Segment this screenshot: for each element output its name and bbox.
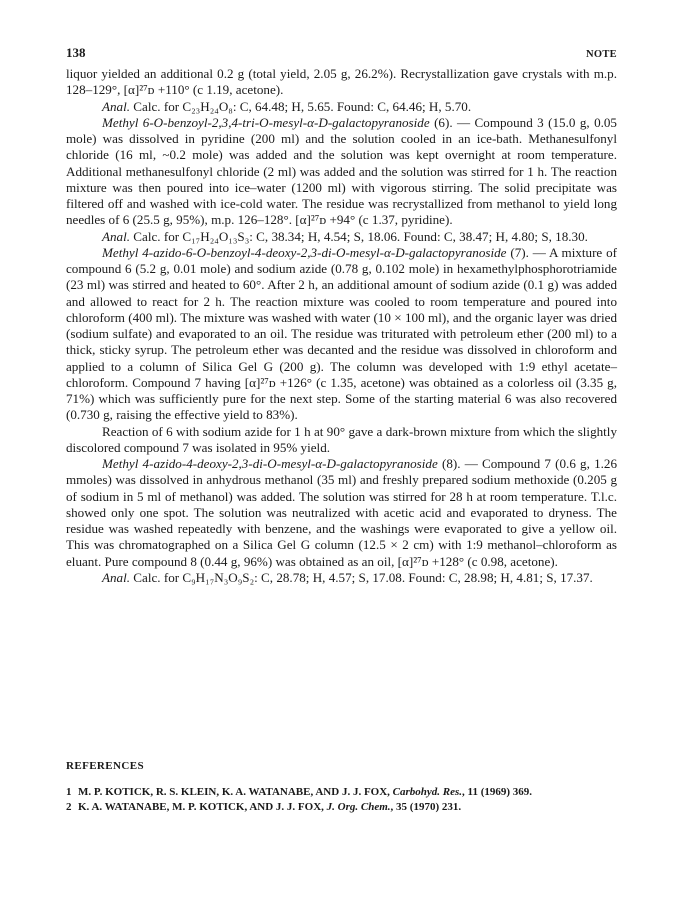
italic-text: Anal. [102, 228, 131, 244]
paragraph-compound-6 [66, 115, 617, 229]
article-body [66, 66, 617, 586]
references-list [66, 785, 617, 815]
text-run: Calc. for C₉H₁₇N₃O₉S₂: C, 28.78; H, 4.57; S, 17.08. Found: C, 28.98; H, 4.81; S, 17.37. [130, 569, 593, 585]
paragraph-compound-8 [66, 456, 617, 570]
paragraph-analysis-5 [66, 99, 617, 115]
paragraph-analysis-8 [66, 570, 617, 586]
text-run: , 11 (1969) 369. [462, 786, 533, 798]
text-run: (8). — Compound 7 (0.6 g, 1.26 mmoles) was dissolved in anhydrous methanol (35 ml) and freshly prepared sodium methoxide (0.205 g of sodium in 5 ml of methanol) was added. The solution was stirred for 28 h at room temperature. T.l.c. showed only one spot. The solution was neutralized with acetic acid and evaporated to dryness. The residue was washed repeatedly with benzene, and the washings were evaporated to give a yellow oil. This was chromatographed on a Silica Gel G column (12.5 × 2 cm) with 1:9 methanol–chloroform as eluant. Pure compound 8 (0.44 g, 96%) was obtained as an oil, [α]²⁷ᴅ +128° (c 0.98, acetone). [66, 456, 617, 569]
page-header [66, 45, 617, 61]
text-run: (6). — Compound 3 (15.0 g, 0.05 mole) was dissolved in pyridine (200 ml) and the solution cooled in an ice-bath. Methanesulfonyl chloride (16 ml, ~0.2 mole) was added and the solution was kept overnight at room temperature. Additional methanesulfonyl chloride (2 ml) was added and the solution was stirred for 1 h. The reaction mixture was then poured into ice–water (1200 ml) with vigorous stirring. The solid precipitate was filtered off and washed with ice-cold water. The residue was recrystallized from methanol to yield long needles of 6 (25.5 g, 95%), m.p. 126–128°. [α]²⁷ᴅ +94° (c 1.37, pyridine). [66, 114, 617, 228]
text-run: , 35 (1970) 231. [390, 801, 462, 813]
paragraph-reaction-note [66, 424, 617, 457]
reference-number: 1 [66, 786, 72, 798]
italic-text: J. Org. Chem. [326, 801, 391, 813]
reference-number: 2 [66, 801, 72, 813]
italic-text: Anal. [102, 98, 131, 114]
references-heading: REFERENCES [66, 760, 144, 772]
paragraph-continued [66, 66, 617, 99]
italic-text: Anal. [102, 569, 131, 585]
text-run: Reaction of 6 with sodium azide for 1 h at 90° gave a dark-brown mixture from which the slightly discolored compound 7 was isolated in 95% yield. [66, 423, 617, 455]
italic-text: Methyl 6-O-benzoyl-2,3,4-tri-O-mesyl-α-D-galactopyranoside [102, 114, 430, 130]
references-section [66, 760, 617, 815]
page-number: 138 [66, 45, 86, 60]
text-run: M. P. KOTICK, R. S. KLEIN, K. A. WATANABE, AND J. J. FOX, [78, 786, 393, 798]
italic-text: Carbohyd. Res. [392, 786, 463, 798]
text-run: Calc. for C₂₃H₂₄O₈: C, 64.48; H, 5.65. Found: C, 64.46; H, 5.70. [130, 98, 472, 114]
text-run: liquor yielded an additional 0.2 g (total yield, 2.05 g, 26.2%). Recrystallization gave crystals with m.p. 128–129°, [α]²⁷ᴅ +110° (c 1.19, acetone). [66, 66, 617, 98]
paragraph-analysis-6 [66, 229, 617, 245]
text-run: (7). — A mixture of compound 6 (5.2 g, 0.01 mole) and sodium azide (0.78 g, 0.102 mole) in hexamethylphosphorotriamide (23 ml) was stirred and heated to 60°. After 2 h, an additional amount of sodium azide (0.1 g) was added and allowed to react for 2 h. The reaction mixture was cooled to room temperature and poured into chloroform (400 ml). The mixture was washed with water (10 × 100 ml), and the organic layer was dried (sodium sulfate) and evaporated to an oil. The residue was triturated with petroleum ether (200 ml) to a thick, sticky syrup. The petroleum ether was decanted and the residue was dissolved in chloroform and applied to a column of Silica Gel G (200 g). The column was developed with 1:9 ethyl acetate–chloroform. Compound 7 having [α]²⁷ᴅ +126° (c 1.35, acetone) was obtained as a colorless oil (3.35 g, 71%) which was sufficiently pure for the next step. Some of the starting material 6 was also recovered (0.730 g, raising the effective yield to 83%). [66, 244, 617, 423]
text-run: K. A. WATANABE, M. P. KOTICK, AND J. J. FOX, [78, 801, 327, 813]
reference-item [66, 785, 617, 800]
reference-text [78, 785, 532, 800]
paragraph-compound-7 [66, 245, 617, 424]
italic-text: Methyl 4-azido-6-O-benzoyl-4-deoxy-2,3-di-O-mesyl-α-D-galactopyranoside [102, 244, 507, 260]
reference-text [78, 800, 461, 815]
reference-item [66, 800, 617, 815]
running-title: NOTE [586, 49, 617, 60]
italic-text: Methyl 4-azido-4-deoxy-2,3-di-O-mesyl-α-D-galactopyranoside [102, 456, 438, 471]
text-run: Calc. for C₁₇H₂₄O₁₃S₃: C, 38.34; H, 4.54; S, 18.06. Found: C, 38.47; H, 4.80; S, 18.30. [130, 228, 588, 244]
